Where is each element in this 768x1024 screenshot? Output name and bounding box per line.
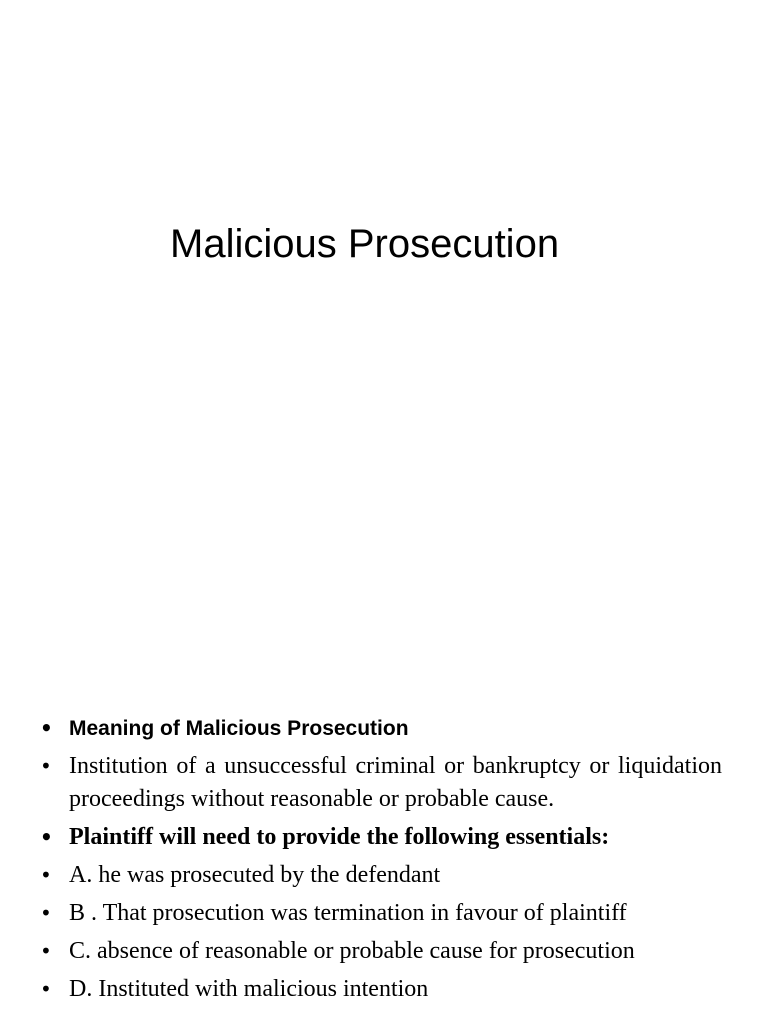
bullet-text: B . That prosecution was termination in favour of plaintiff	[69, 900, 627, 926]
bullet-dot-icon: •	[40, 754, 52, 778]
bullet-essential-d	[40, 973, 722, 1006]
bullet-essential-b	[40, 897, 722, 930]
bullet-list	[40, 712, 722, 1011]
bullet-meaning-heading	[40, 712, 722, 745]
bullet-text: Meaning of Malicious Prosecution	[69, 717, 409, 740]
bullet-essentials-heading	[40, 821, 722, 854]
bullet-essential-a	[40, 859, 722, 892]
bullet-dot-icon: •	[40, 901, 52, 925]
bullet-text: Plaintiff will need to provide the following essentials:	[69, 824, 610, 850]
bullet-text: C. absence of reasonable or probable cause for prosecution	[69, 938, 635, 964]
bullet-dot-icon: •	[40, 939, 52, 963]
bullet-text: Institution of a unsuccessful criminal or bankruptcy or liquidation proceedings without reasonable or probable cause.	[69, 753, 722, 812]
bullet-dot-icon: •	[40, 863, 52, 887]
bullet-essential-c	[40, 935, 722, 968]
bullet-dot-icon: •	[40, 825, 53, 849]
bullet-dot-icon: •	[40, 977, 52, 1001]
bullet-dot-icon: •	[40, 716, 53, 740]
bullet-text: A. he was prosecuted by the defendant	[69, 862, 441, 888]
bullet-definition	[40, 750, 722, 816]
bullet-text: D. Instituted with malicious intention	[69, 976, 429, 1002]
slide-title: Malicious Prosecution	[170, 222, 560, 266]
